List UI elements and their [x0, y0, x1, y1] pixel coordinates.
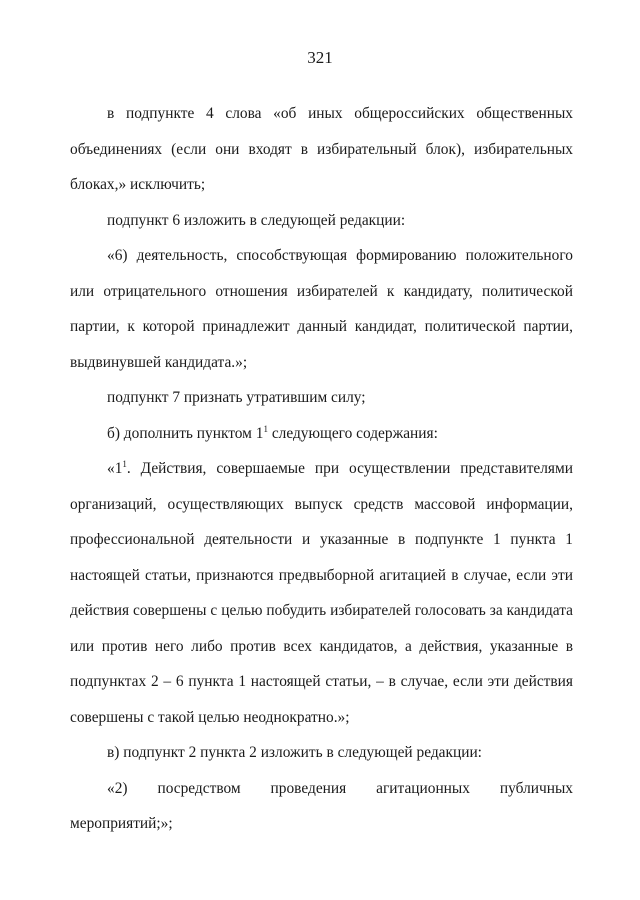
- paragraph-subitem-2-text: «2) посредством проведения агитационных публичных мероприятий;»;: [70, 779, 573, 832]
- paragraph-subitem-6-intro: подпункт 6 изложить в следующей редакции:: [107, 211, 406, 229]
- page-number: 321: [307, 48, 333, 67]
- paragraph-amend-subitem-4: в подпункте 4 слова «об иных общероссийских общественных объединениях (если они входят в избирательный блок), избирательных блоках,» исключить;: [70, 105, 573, 193]
- paragraph-subitem-6-text: «6) деятельность, способствующая формированию положительного или отрицательного отношения избирателей к кандидату, политической партии, к которой принадлежит данный кандидат, политической партии, выдвинувшей кандидата.»;: [70, 247, 573, 371]
- paragraph-item-1-1-before: «1: [107, 460, 123, 477]
- superscript: 1: [263, 423, 268, 434]
- paragraph-add-item-1-1-before: б) дополнить пунктом 1: [107, 424, 264, 442]
- paragraph-subitem-7-repeal: подпункт 7 признать утратившим силу;: [107, 389, 366, 406]
- document-body: [70, 96, 573, 842]
- paragraph-add-item-1-1: [70, 416, 573, 452]
- superscript: 1: [122, 459, 127, 469]
- paragraph-item-1-1-text: [70, 451, 573, 735]
- paragraph-add-item-1-1-after: следующего содержания:: [267, 424, 438, 442]
- paragraph-subitem-2-intro: в) подпункт 2 пункта 2 изложить в следующей редакции:: [107, 744, 482, 761]
- paragraph-item-1-1-after: . Действия, совершаемые при осуществлении представителями организаций, осуществляющих выпуск средств массовой информации, профессиональной деятельности и указанные в подпункте 1 пункта 1 настоящей статьи, признаются предвыборной агитацией в случае, если эти действия совершены с целью побудить избирателей голосовать за кандидата или против него либо против всех кандидатов, а действия, указанные в подпунктах 2 – 6 пункта 1 настоящей статьи, – в случае, если эти действия совершены с такой целью неоднократно.»;: [70, 460, 573, 726]
